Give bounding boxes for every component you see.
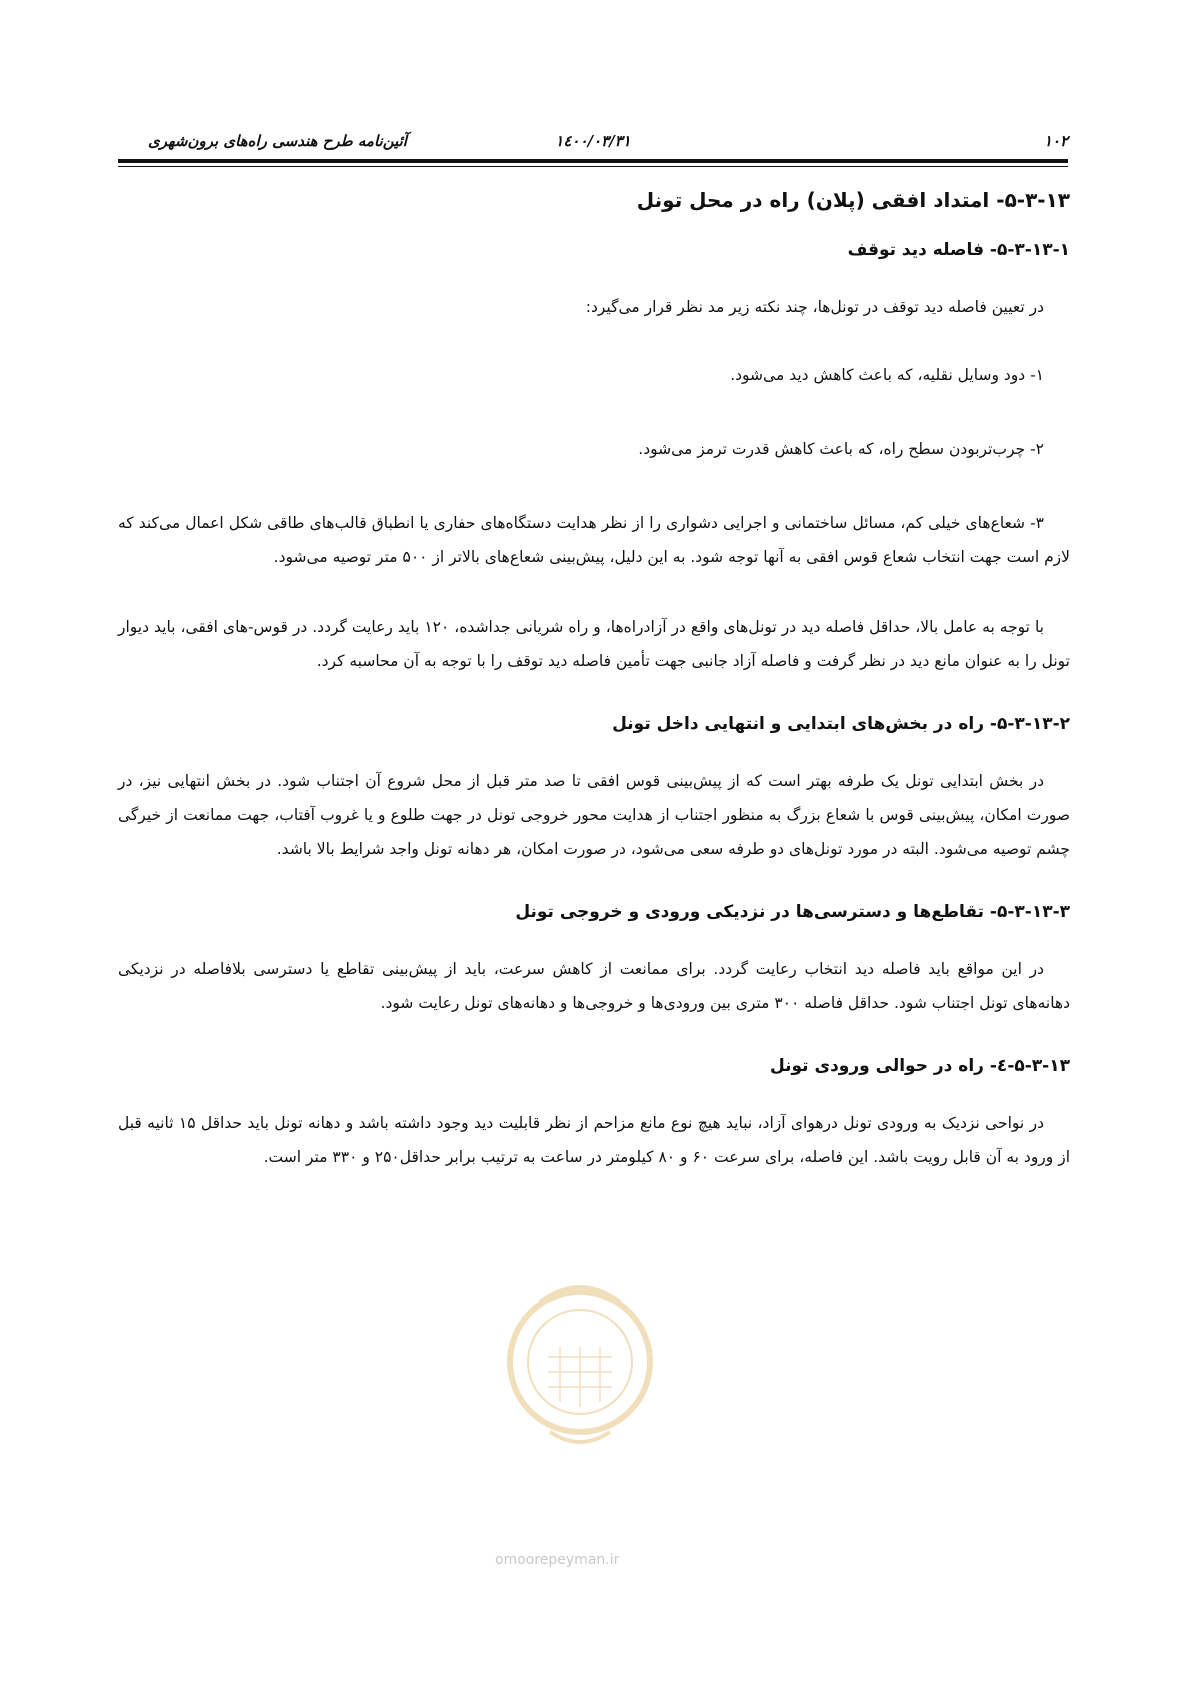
watermark-logo [490, 1262, 670, 1462]
header-date: ۱٤۰۰/۰۳/۳۱ [555, 132, 631, 150]
watermark-site: omoorepeyman.ir [495, 1552, 620, 1568]
page-header [118, 128, 1068, 154]
subsection-1-title: ۵-۳-۱۳-۱- فاصله دید توقف [847, 240, 1070, 260]
subsection-3-title: ۵-۳-۱۳-۳- تقاطع‌ها و دسترسی‌ها در نزدیکی ورودی و خروجی تونل [515, 902, 1070, 922]
section-title: ۵-۳-۱۳- امتداد افقی (پلان) راه در محل تونل [636, 188, 1070, 212]
subsection-3-paragraph: در این مواقع باید فاصله دید انتخاب رعایت گردد. برای ممانعت از کاهش سرعت، باید از پیش‌بینی تقاطع یا دسترسی بلافاصله در نزدیکی دهانه‌های تونل اجتناب شود. حداقل فاصله ۳۰۰ متری بین ورودی‌ها و خروجی‌ها و دهانه‌های تونل رعایت شود. [118, 960, 1070, 1012]
header-rule-thin [118, 166, 1068, 167]
page-number: ۱۰۲ [1043, 132, 1068, 150]
subsection-1-paragraph: با توجه به عامل بالا، حداقل فاصله دید در تونل‌های واقع در آزادراه‌ها، و راه شریانی جداشده، ۱۲۰ باید رعایت گردد. در قوس-های افقی، باید دیوار تونل را به عنوان مانع دید در نظر گرفت و فاصله آزاد جانبی جهت تأمین فاصله دید توقف را با توجه به آن محاسبه کرد. [118, 618, 1070, 670]
header-document-title: آئین‌نامه طرح هندسی راه‌های برون‌شهری [148, 132, 407, 150]
header-rule-thick [118, 159, 1068, 163]
subsection-4-paragraph: در نواحی نزدیک به ورودی تونل درهوای آزاد، نباید هیچ نوع مانع مزاحم از نظر قابلیت دید وجود داشته باشد و دهانه تونل باید حداقل ۱۵ ثانیه قبل از ورود به آن قابل رویت باشد. این فاصله، برای سرعت ۶۰ و ۸۰ کیلومتر در ساعت به ترتیب برابر حداقل۲۵۰ و ۳۳۰ متر است. [118, 1114, 1070, 1166]
list-item-2: ۲- چرب‌تربودن سطح راه، که باعث کاهش قدرت ترمز می‌شود. [638, 440, 1044, 458]
subsection-1-intro: در تعیین فاصله دید توقف در تونل‌ها، چند نکته زیر مد نظر قرار می‌گیرد: [585, 298, 1044, 316]
list-item-1: ۱- دود وسایل نقلیه، که باعث کاهش دید می‌شود. [730, 366, 1044, 384]
subsection-2-title: ۵-۳-۱۳-۲- راه در بخش‌های ابتدایی و انتهایی داخل تونل [612, 714, 1070, 734]
list-item-3: ۳- شعاع‌های خیلی کم، مسائل ساختمانی و اجرایی دشواری را از نظر هدایت دستگاه‌های حفاری یا انطباق قالب‌های طاقی شکل اعمال می‌کند که لازم است جهت انتخاب شعاع قوس افقی به آنها توجه شود. به این دلیل، پیش‌بینی شعاع‌های بالاتر از ۵۰۰ متر توصیه می‌شود. [118, 514, 1070, 566]
subsection-4-title: ۵-۳-۱۳-٤- راه در حوالی ورودی تونل [769, 1056, 1070, 1076]
document-body [118, 182, 1070, 1210]
subsection-2-paragraph: در بخش ابتدایی تونل یک طرفه بهتر است که از پیش‌بینی قوس افقی تا صد متر قبل از محل شروع آن اجتناب شود. در بخش انتهایی نیز، در صورت امکان، پیش‌بینی قوس با شعاع بزرگ به منظور اجتناب از هدایت محور خروجی تونل در جهت طلوع و یا غروب آفتاب، جهت ممانعت از خیرگی چشم توصیه می‌شود. البته در مورد تونل‌های دو طرفه سعی می‌شود، در صورت امکان، هر دهانه تونل واجد شرایط بالا باشد. [118, 772, 1070, 858]
